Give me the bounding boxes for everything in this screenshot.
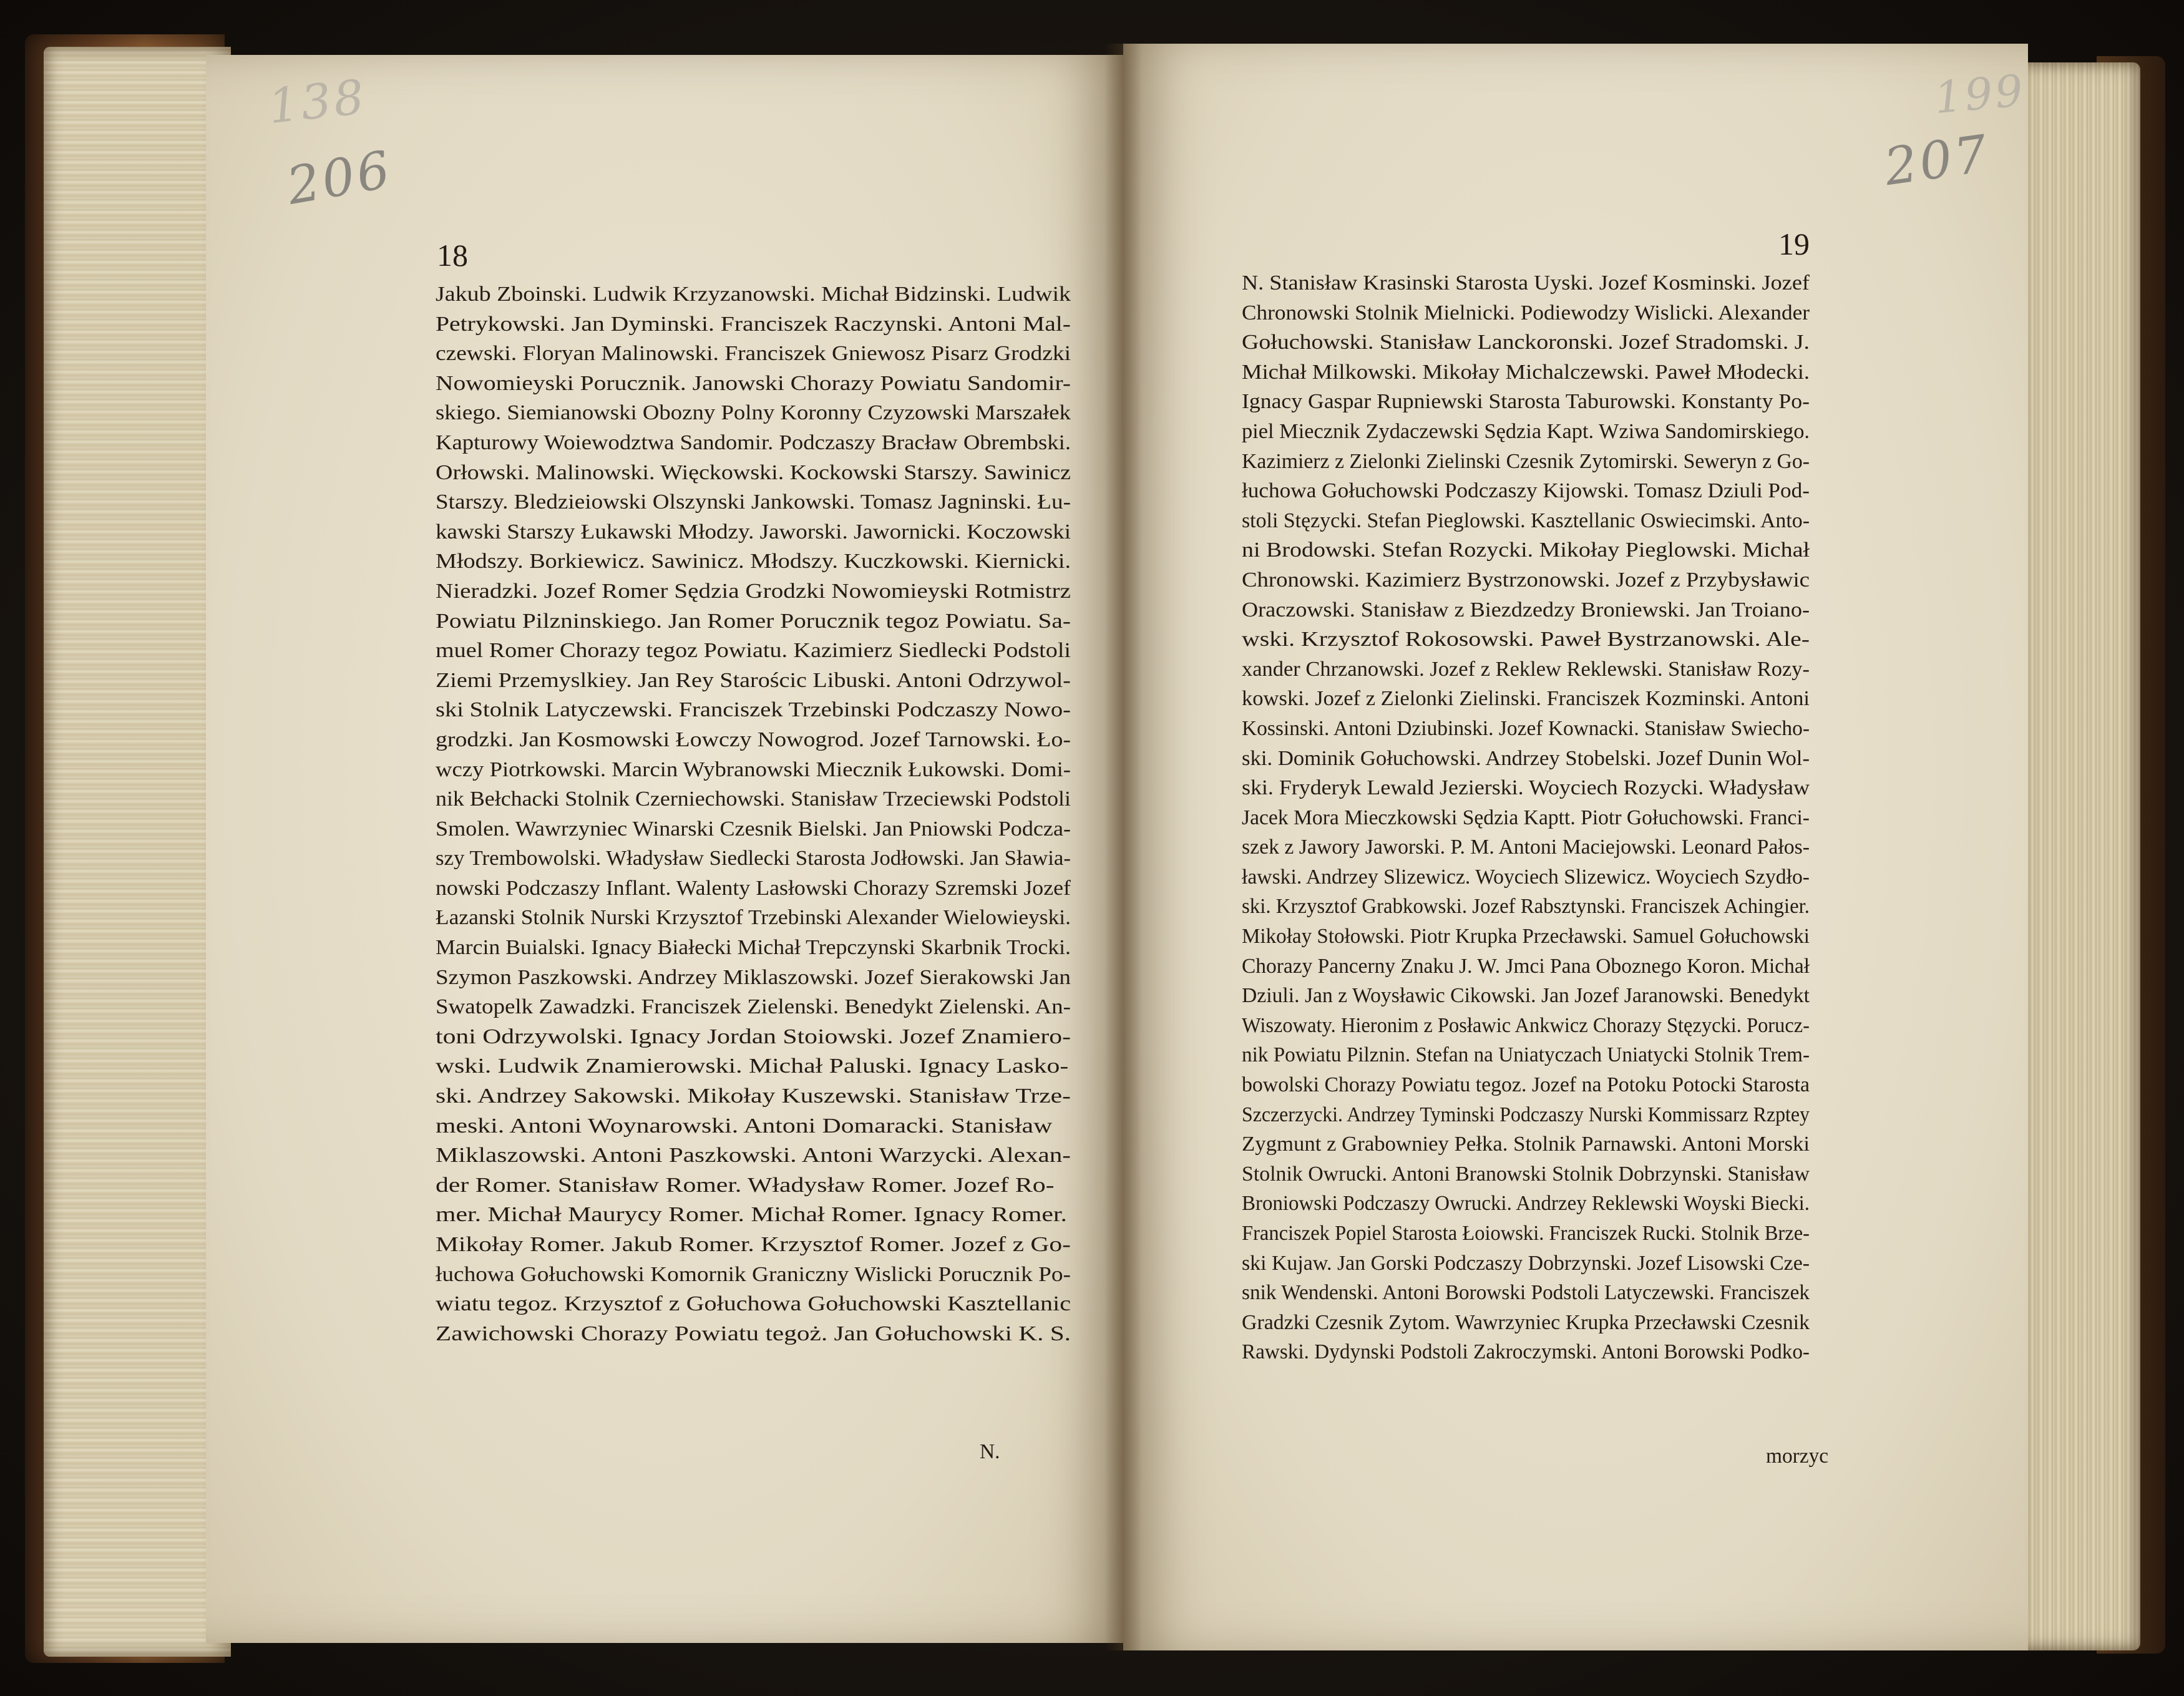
text-line: Jacek Mora Mieczkowski Sędzia Kaptt. Piotr Gołuchowski. Franci-: [1242, 806, 1810, 829]
text-line: Kossinski. Antoni Dziubinski. Jozef Kownacki. Stanisław Swiecho-: [1242, 716, 1810, 740]
text-line: Dziuli. Jan z Woysławic Cikowski. Jan Jozef Jaranowski. Benedykt: [1242, 984, 1810, 1008]
text-line: Szczerzycki. Andrzey Tyminski Podczaszy Nurski Kommissarz Rzptey: [1242, 1103, 1810, 1126]
text-line: szy Trembowolski. Władysław Siedlecki Starosta Jodłowski. Jan Sławia-: [436, 847, 1071, 870]
text-line: meski. Antoni Woynarowski. Antoni Domaracki. Stanisław: [436, 1114, 1053, 1138]
text-line: Franciszek Popiel Starosta Łoiowski. Franciszek Rucki. Stolnik Brze-: [1242, 1222, 1810, 1245]
text-line: Oraczowski. Stanisław z Biezdzedzy Broniewski. Jan Troiano-: [1242, 598, 1810, 621]
text-line: kowski. Jozef z Zielonki Zielinski. Franciszek Kozminski. Antoni: [1242, 687, 1810, 711]
text-line: Zygmunt z Grabowniey Pełka. Stolnik Parnawski. Antoni Morski: [1242, 1133, 1810, 1156]
text-line: Swatopelk Zawadzki. Franciszek Zielenski. Benedykt Zielenski. An-: [436, 995, 1071, 1019]
pencil-folio-top-right: 199: [1932, 64, 2027, 124]
text-line: ski Stolnik Latyczewski. Franciszek Trzebinski Podczaszy Nowo-: [436, 698, 1071, 722]
text-line: Młodszy. Borkiewicz. Sawinicz. Młodszy. Kuczkowski. Kiernicki.: [436, 550, 1071, 573]
text-line: piel Miecznik Zydaczewski Sędzia Kapt. Wziwa Sandomirskiego.: [1242, 419, 1810, 443]
text-line: Mikołay Stołowski. Piotr Krupka Przecławski. Samuel Gołuchowski: [1242, 925, 1810, 948]
pencil-folio-bottom-left: 206: [283, 140, 397, 217]
text-line: wski. Krzysztof Rokosowski. Paweł Bystrzanowski. Ale-: [1242, 628, 1810, 651]
text-line: czewski. Floryan Malinowski. Franciszek Gniewosz Pisarz Grodzki: [436, 342, 1071, 366]
text-line: Rawski. Dydynski Podstoli Zakroczymski. Antoni Borowski Podko-: [1242, 1340, 1810, 1364]
text-line: wiatu tegoz. Krzysztof z Gołuchowa Gołuchowski Kasztellanic: [436, 1292, 1071, 1316]
text-line: grodzki. Jan Kosmowski Łowczy Nowogrod. Jozef Tarnowski. Ło-: [436, 728, 1071, 751]
page-number-right: 19: [1778, 227, 1810, 261]
book-gutter: [1104, 44, 1142, 1650]
catchword-left: N.: [980, 1440, 1000, 1463]
pencil-folio-top-left: 138: [265, 69, 369, 134]
text-line: Stolnik Owrucki. Antoni Branowski Stolnik Dobrzynski. Stanisław: [1242, 1162, 1810, 1186]
text-line: Ziemi Przemyslkiey. Jan Rey Starościc Libuski. Antoni Odrzywol-: [436, 668, 1071, 692]
text-line: ni Brodowski. Stefan Rozycki. Mikołay Pieglowski. Michał: [1242, 539, 1810, 562]
catchword-right: morzyc: [1766, 1445, 1829, 1468]
text-line: Mikołay Romer. Jakub Romer. Krzysztof Romer. Jozef z Go-: [436, 1233, 1071, 1256]
text-line: Starszy. Bledzieiowski Olszynski Jankowski. Tomasz Jagninski. Łu-: [436, 490, 1071, 514]
text-line: Łazanski Stolnik Nurski Krzysztof Trzebinski Alexander Wielowieyski.: [436, 906, 1071, 930]
text-line: łuchowa Gołuchowski Komornik Graniczny Wislicki Porucznik Po-: [436, 1262, 1071, 1286]
text-line: Petrykowski. Jan Dyminski. Franciszek Raczynski. Antoni Mal-: [436, 312, 1071, 336]
text-line: der Romer. Stanisław Romer. Władysław Romer. Jozef Ro-: [436, 1173, 1055, 1197]
text-line: Michał Milkowski. Mikołay Michalczewski. Paweł Młodecki.: [1242, 360, 1810, 384]
text-line: Broniowski Podczaszy Owrucki. Andrzey Reklewski Woyski Biecki.: [1242, 1192, 1810, 1216]
text-line: toni Odrzywolski. Ignacy Jordan Stoiowski. Jozef Znamiero-: [436, 1025, 1071, 1048]
text-line: Nieradzki. Jozef Romer Sędzia Grodzki Nowomieyski Rotmistrz: [436, 579, 1071, 603]
text-line: Zawichowski Chorazy Powiatu tegoż. Jan Gołuchowski K. S.: [436, 1322, 1071, 1345]
text-line: Smolen. Wawrzyniec Winarski Czesnik Bielski. Jan Pniowski Podcza-: [436, 817, 1071, 841]
text-line: Nowomieyski Porucznik. Janowski Chorazy Powiatu Sandomir-: [436, 371, 1071, 395]
text-line: Jakub Zboinski. Ludwik Krzyzanowski. Michał Bidzinski. Ludwik: [436, 283, 1071, 306]
left-page: [206, 55, 1123, 1643]
text-line: Powiatu Pilzninskiego. Jan Romer Porucznik tegoz Powiatu. Sa-: [436, 609, 1071, 633]
right-page-text: [1242, 268, 1836, 1367]
text-line: ski. Krzysztof Grabkowski. Jozef Rabsztynski. Franciszek Achingier.: [1242, 895, 1810, 919]
text-line: ski Kujaw. Jan Gorski Podczaszy Dobrzynski. Jozef Lisowski Cze-: [1242, 1251, 1810, 1275]
text-line: Marcin Buialski. Ignacy Białecki Michał Trepczynski Skarbnik Trocki.: [436, 936, 1071, 960]
left-page-edges: [44, 47, 231, 1657]
text-line: Chronowski. Kazimierz Bystrzonowski. Jozef z Przybysławic: [1242, 568, 1810, 592]
text-line: wski. Ludwik Znamierowski. Michał Paluski. Ignacy Lasko-: [436, 1055, 1069, 1078]
text-line: nowski Podczaszy Inflant. Walenty Lasłowski Chorazy Szremski Jozef: [436, 876, 1071, 900]
text-line: Miklaszowski. Antoni Paszkowski. Antoni Warzycki. Alexan-: [436, 1144, 1071, 1167]
text-line: muel Romer Chorazy tegoz Powiatu. Kazimierz Siedlecki Podstoli: [436, 639, 1071, 663]
text-line: Szymon Paszkowski. Andrzey Miklaszowski. Jozef Sierakowski Jan: [436, 965, 1071, 989]
text-line: Chorazy Pancerny Znaku J. W. Jmci Pana Oboznego Koron. Michał: [1242, 954, 1810, 978]
text-line: Gołuchowski. Stanisław Lanckoronski. Jozef Stradomski. J.: [1242, 331, 1810, 354]
text-line: Gradzki Czesnik Zytom. Wawrzyniec Krupka Przecławski Czesnik: [1242, 1310, 1810, 1334]
pencil-folio-bottom-right: 207: [1881, 124, 1994, 198]
text-line: xander Chrzanowski. Jozef z Reklew Reklewski. Stanisław Rozy-: [1242, 657, 1810, 681]
text-line: ski. Fryderyk Lewald Jezierski. Woyciech Rozycki. Władysław: [1242, 776, 1810, 800]
text-line: snik Wendenski. Antoni Borowski Podstoli Latyczewski. Franciszek: [1242, 1281, 1810, 1305]
text-line: ławski. Andrzey Slizewicz. Woyciech Slizewicz. Woyciech Szydło-: [1242, 865, 1810, 889]
text-line: mer. Michał Maurycy Romer. Michał Romer. Ignacy Romer.: [436, 1203, 1067, 1227]
text-line: skiego. Siemianowski Obozny Polny Koronny Czyzowski Marszałek: [436, 401, 1071, 425]
right-page-edges: [2009, 62, 2140, 1650]
text-line: N. Stanisław Krasinski Starosta Uyski. Jozef Kosminski. Jozef: [1242, 271, 1810, 295]
text-line: Ignacy Gaspar Rupniewski Starosta Taburowski. Konstanty Po-: [1242, 390, 1810, 414]
text-line: ski. Andrzey Sakowski. Mikołay Kuszewski. Stanisław Trze-: [436, 1084, 1071, 1108]
text-line: wczy Piotrkowski. Marcin Wybranowski Miecznik Łukowski. Domi-: [436, 758, 1071, 781]
text-line: stoli Stęzycki. Stefan Pieglowski. Kasztellanic Oswiecimski. Anto-: [1242, 509, 1810, 532]
text-line: Wiszowaty. Hieronim z Posławic Ankwicz Chorazy Stęzycki. Porucz-: [1242, 1013, 1810, 1037]
text-line: nik Powiatu Pilznin. Stefan na Uniatyczach Uniatycki Stolnik Trem-: [1242, 1043, 1810, 1067]
text-line: ski. Dominik Gołuchowski. Andrzey Stobelski. Jozef Dunin Wol-: [1242, 746, 1810, 770]
text-line: łuchowa Gołuchowski Podczaszy Kijowski. Tomasz Dziuli Pod-: [1242, 479, 1810, 503]
text-line: Orłowski. Malinowski. Więckowski. Kockowski Starszy. Sawinicz: [436, 461, 1071, 484]
text-line: Kazimierz z Zielonki Zielinski Czesnik Zytomirski. Seweryn z Go-: [1242, 449, 1810, 473]
text-line: Chronowski Stolnik Mielnicki. Podiewodzy Wislicki. Alexander: [1242, 301, 1810, 324]
text-line: nik Bełchacki Stolnik Czerniechowski. Stanisław Trzeciewski Podstoli: [436, 787, 1071, 811]
text-line: szek z Jawory Jaworski. P. M. Antoni Maciejowski. Leonard Pałos-: [1242, 836, 1810, 859]
text-line: kawski Starszy Łukawski Młodzy. Jaworski. Jawornicki. Koczowski: [436, 520, 1071, 543]
text-line: Kapturowy Woiewodztwa Sandomir. Podczaszy Bracław Obrembski.: [436, 431, 1071, 454]
text-line: bowolski Chorazy Powiatu tegoz. Jozef na Potoku Potocki Starosta: [1242, 1073, 1810, 1097]
right-page: [1123, 44, 2028, 1650]
left-page-text: [436, 280, 1071, 1348]
page-number-left: 18: [437, 238, 468, 273]
